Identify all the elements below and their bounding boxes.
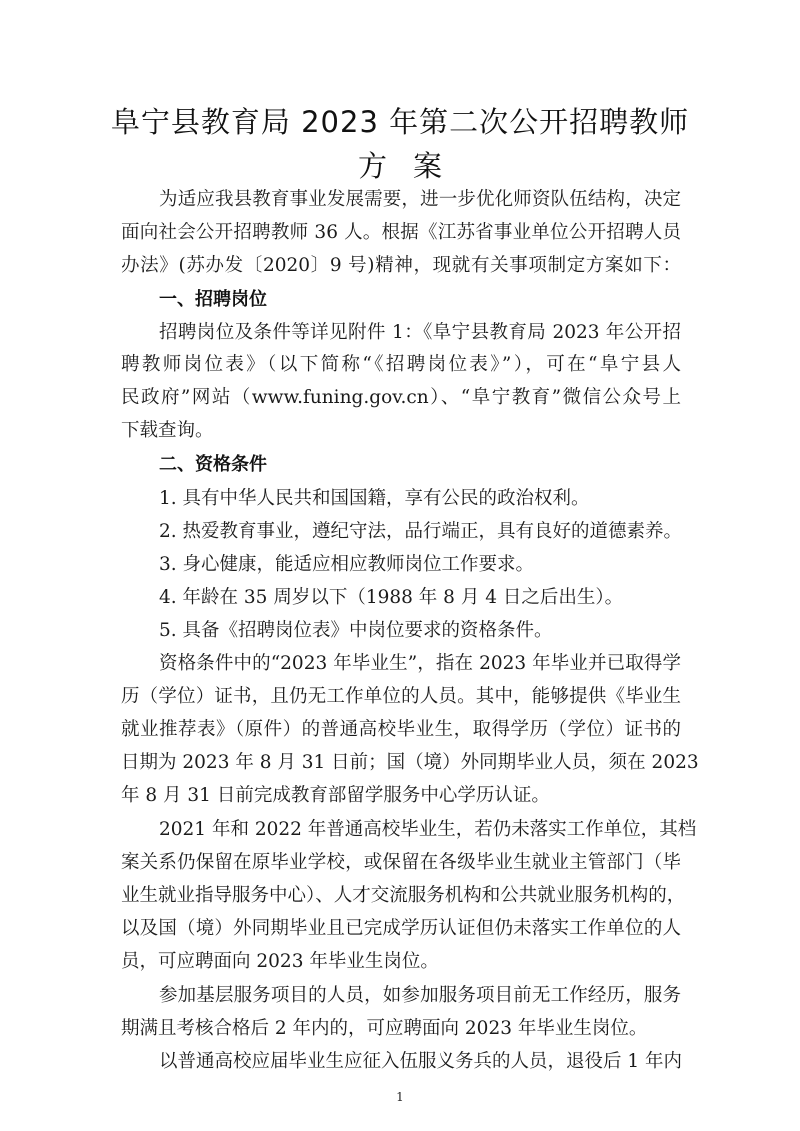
service-project-line-1: 参加基层服务项目的人员，如参加服务项目前无工作经历，服务 bbox=[159, 985, 681, 1006]
page-number: 1 bbox=[396, 1090, 404, 1104]
positions-line-3: 民政府”网站（www.funing.gov.cn）、“阜宁教育”微信公众号上 bbox=[121, 387, 681, 408]
document-title-line-2 bbox=[0, 144, 800, 185]
graduate-definition-line-5: 年 8 月 31 日前完成教育部留学服务中心学历认证。 bbox=[121, 785, 550, 806]
graduate-definition-line-4: 日期为 2023 年 8 月 31 日前；国（境）外同期毕业人员，须在 2023 bbox=[121, 752, 699, 773]
condition-item-1: 1. 具有中华人民共和国国籍，享有公民的政治权利。 bbox=[159, 488, 590, 509]
prior-graduates-line-4: 以及国（境）外同期毕业且已完成学历认证但仍未落实工作单位的人 bbox=[121, 918, 681, 939]
service-project-line-2: 期满且考核合格后 2 年内的，可应聘面向 2023 年毕业生岗位。 bbox=[121, 1018, 648, 1039]
section-heading-2: 二、资格条件 bbox=[159, 454, 267, 475]
condition-item-5: 5. 具备《招聘岗位表》中岗位要求的资格条件。 bbox=[159, 620, 553, 641]
veterans-line-1: 以普通高校应届毕业生应征入伍服义务兵的人员，退役后 1 年内 bbox=[159, 1051, 683, 1072]
intro-line-3: 办法》(苏办发〔2020〕9 号)精神，现就有关事项制定方案如下： bbox=[121, 255, 681, 276]
document-title-line-1: 阜宁县教育局 2023 年第二次公开招聘教师 bbox=[110, 105, 690, 139]
title-char-an: 案 bbox=[413, 149, 443, 183]
condition-item-3: 3. 身心健康，能适应相应教师岗位工作要求。 bbox=[159, 554, 535, 575]
prior-graduates-line-1: 2021 年和 2022 年普通高校毕业生，若仍未落实工作单位，其档 bbox=[159, 819, 697, 840]
intro-line-1: 为适应我县教育事业发展需要，进一步优化师资队伍结构，决定 bbox=[159, 189, 681, 210]
condition-item-2: 2. 热爱教育事业，遵纪守法，品行端正，具有良好的道德素养。 bbox=[159, 521, 683, 542]
positions-line-4: 下载查询。 bbox=[121, 420, 214, 441]
graduate-definition-line-1: 资格条件中的“2023 年毕业生”，指在 2023 年毕业并已取得学 bbox=[159, 653, 681, 674]
prior-graduates-line-5: 员，可应聘面向 2023 年毕业生岗位。 bbox=[121, 951, 439, 972]
prior-graduates-line-3: 业生就业指导服务中心）、人才交流服务机构和公共就业服务机构的， bbox=[121, 885, 686, 906]
title-char-fang: 方 bbox=[357, 149, 387, 183]
prior-graduates-line-2: 案关系仍保留在原毕业学校，或保留在各级毕业生就业主管部门（毕 bbox=[121, 852, 681, 873]
graduate-definition-line-2: 历（学位）证书，且仍无工作单位的人员。其中，能够提供《毕业生 bbox=[121, 686, 681, 707]
intro-line-2: 面向社会公开招聘教师 36 人。根据《江苏省事业单位公开招聘人员 bbox=[121, 222, 681, 243]
positions-line-2: 聘教师岗位表》（以下简称“《招聘岗位表》”），可在“阜宁县人 bbox=[121, 354, 681, 375]
section-heading-1: 一、招聘岗位 bbox=[159, 289, 267, 310]
positions-line-1: 招聘岗位及条件等详见附件 1：《阜宁县教育局 2023 年公开招 bbox=[159, 322, 681, 343]
graduate-definition-line-3: 就业推荐表》（原件）的普通高校毕业生，取得学历（学位）证书的 bbox=[121, 719, 681, 740]
condition-item-4: 4. 年龄在 35 周岁以下（1988 年 8 月 4 日之后出生）。 bbox=[159, 587, 624, 608]
